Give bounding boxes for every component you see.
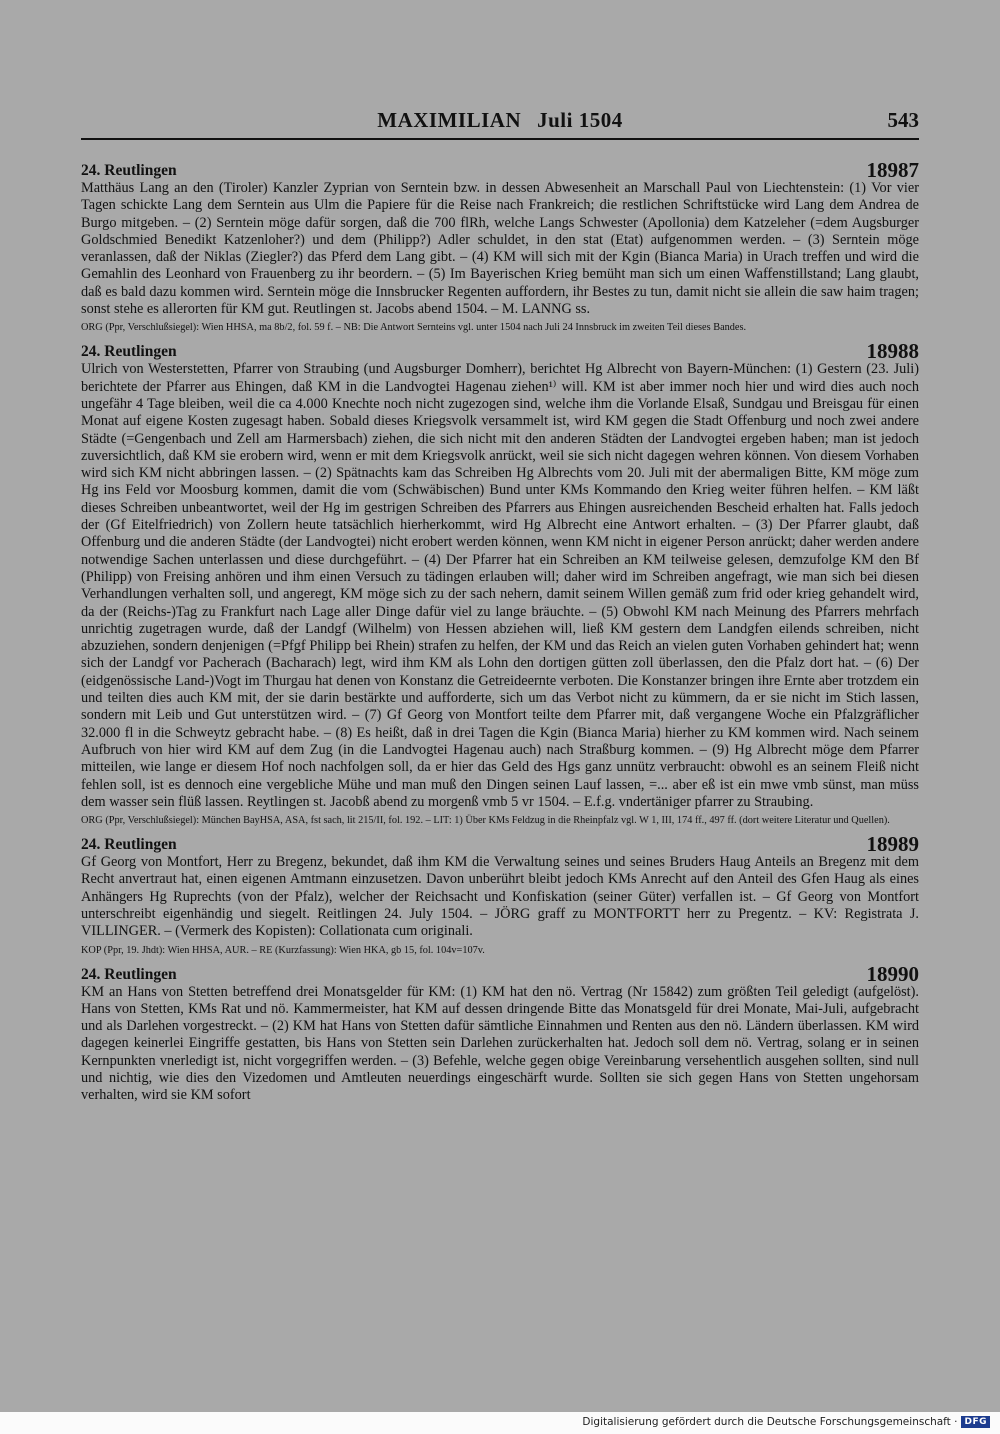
- entry-heading: [81, 158, 919, 182]
- entry-heading: [81, 339, 919, 364]
- running-head: [81, 108, 919, 133]
- entry-number: 18990: [866, 961, 919, 986]
- entry-body: Matthäus Lang an den (Tiroler) Kanzler Zyprian von Serntein bzw. in dessen Abwesenheit an Marschall Paul von Liechtenstein: (1) Vor vier Tagen schickte Lang dem Serntein aus Ulm die Papiere für die Reise nach Frankreich; die restlichen Schriftstücke wird Lang dem Andrea de Burgo mitgeben. – (2) Serntein möge dafür sorgen, daß die 700 flRh, welche Langs Schwester (Apollonia) dem Katzeleher (=dem Augsburger Goldschmied Benedikt Katzenloher?) und dem (Philipp?) Adler schuldet, in den stat (Etat) aufgenommen werden. – (3) Serntein möge veranlassen, daß der Niklas (Ziegler?) das Pferd dem Lang gibt. – (4) KM will sich mit der Kgin (Bianca Maria) in Urach treffen und wird die Gemahlin des Leonhard von Frauenberg zu ihr beordern. – (5) Im Bayerischen Krieg bemüht man sich um einen Waffenstillstand; Lang glaubt, daß es bald dazu kommen wird. Serntein möge die Innsbrucker Regenten auffordern, ihr Bestes zu tun, damit nicht sie allein die saw haim tragen; sonst stehe es allerorten für KM gut. Reutlingen st. Jacobs abend 1504. – M. LANNG ss.: [81, 180, 919, 318]
- running-head-title: MAXIMILIAN: [377, 108, 522, 132]
- entry-date-place: 24. Reutlingen: [81, 965, 177, 983]
- regest-entry: [81, 339, 919, 827]
- entry-heading: [81, 832, 919, 857]
- regest-entry: [81, 158, 919, 334]
- entry-source-note: KOP (Ppr, 19. Jhdt): Wien HHSA, AUR. – RE (Kurzfassung): Wien HKA, gb 15, fol. 104v=107v.: [81, 944, 485, 956]
- regest-entry: [81, 961, 919, 1105]
- regesta-list: [81, 158, 919, 1113]
- entry-date-place: 24. Reutlingen: [81, 343, 177, 361]
- page-header: [81, 108, 919, 140]
- running-head-month: Juli 1504: [537, 108, 623, 132]
- entry-number: 18987: [866, 158, 919, 182]
- entry-source-note: ORG (Ppr, Verschlußsiegel): Wien HHSA, ma 8b/2, fol. 59 f. – NB: Die Antwort Sernteins vgl. unter 1504 nach Juli 24 Innsbruck im zweiten Teil dieses Bandes.: [81, 322, 747, 334]
- entry-source-note: ORG (Ppr, Verschlußsiegel): München BayHSA, ASA, fst sach, lit 215/II, fol. 192. – LIT: 1) Über KMs Feldzug in die Rheinpfalz vgl. W 1, III, 174 ff., 497 ff. (dort weitere Literatur und Quellen).: [81, 815, 890, 827]
- regest-entry: [81, 832, 919, 956]
- entry-body: KM an Hans von Stetten betreffend drei Monatsgelder für KM: (1) KM hat den nö. Vertrag (Nr 15842) zum größten Teil geledigt (aufgelöst). Hans von Stetten, KMs Rat und nö. Kammermeister, hat KM auf dessen dringende Bitte das Monatsgeld für drei Monate, Mai-Juli, aufgebracht und als Darlehen vorgestreckt. – (2) KM hat Hans von Stetten dafür sämtliche Einnahmen und Renten aus den nö. Ländern überlassen. KM wird dagegen keinerlei Eingriffe gestatten, bis Hans von Stetten sein Darlehen zurückerhalten hat. Jedoch soll dem nö. Vertrag, solang er in seinen Kernpunkten vnerledigt ist, nicht vorgegriffen werden. – (3) Befehle, welche gegen obige Vereinbarung versehentlich ausgehen sollten, sind null und nichtig, wie dies den Vizedomen und Amtleuten neuerdings eingeschärft wurde. Sollten sie sich gegen Hans von Stetten ungehorsam verhalten, wird sie KM sofort: [81, 983, 919, 1104]
- entry-date-place: 24. Reutlingen: [81, 162, 177, 179]
- dfg-logo: DFG: [961, 1416, 990, 1428]
- page-number: 543: [887, 108, 919, 132]
- entry-heading: [81, 961, 919, 986]
- entry-number: 18989: [866, 832, 919, 857]
- entry-date-place: 24. Reutlingen: [81, 836, 177, 854]
- entry-body: Ulrich von Westerstetten, Pfarrer von Straubing (und Augsburger Domherr), berichtet Hg Albrecht von Bayern-München: (1) Gestern (23. Juli) berichtete der Pfarrer aus Ehingen, daß KM in die Landvogtei Hagenau ziehen¹⁾ will. KM ist aber immer noch hier und wird dies auch noch ungefähr 4 Tage bleiben, weil die ca 4.000 Knechte noch nicht zugezogen sind, welche ihm die Vorlande Elsaß, Sundgau und Breisgau für einen Monat auf eigene Kosten zugesagt haben. Sobald dieses Kriegsvolk versammelt ist, wird KM gegen die Stadt Offenburg und noch zwei andere Städte (=Gengenbach und Zell am Harmersbach) ziehen, die sich nicht mit den anderen Städten der Landvogtei ergeben haben; man ist jedoch zuversichtlich, daß KM sie erobern wird, wenn er mit dem Kriegsvolk anrückt, weil sie sich nicht dagegen wehren können. Von diesem Vorhaben wird sich KM nicht abbringen lassen. – (2) Spätnachts kam das Schreiben Hg Albrechts vom 20. Juli mit der abermaligen Bitte, KM möge zum Hg ins Feld vor Moosburg kommen, damit die vom (Schwäbischen) Bund unter KMs Kommando den Krieg weiter führen helfen. – KM läßt dieses Schreiben unbeantwortet, weil der Hg im gestrigen Schreiben des Pfarrers aus Ehingen ausreichenden Bescheid erhalten hat. Falls jedoch der (Gf Eitelfriedrich) von Zollern heute tatsächlich hierherkommt, wird Hg Albrecht eine Antwort erhalten. – (3) Der Pfarrer glaubt, daß Offenburg und die anderen Städte (der Landvogtei) nicht erobert werden können, wenn KM nicht in eigener Person anrückt; daher werden andere notwendige Sachen unterlassen und diese durchgeführt. – (4) Der Pfarrer hat ein Schreiben an KM teilweise gelesen, demzufolge KM den Bf (Philipp) von Freising anhören und ihm einen Versuch zu tädingen erlauben will; daher wird im Schreiben angefragt, wie man sich bei diesen Verhandlungen verhalten soll, und angeregt, KM möge sich zu der sach nehern, damit seinem Willen gemäß zum frid oder krieg gehandelt wird, da der (Reichs-)Tag zu Frankfurt nach Lage aller Dinge dafür viel zu lange bräuchte. – (5) Obwohl KM nach Meinung des Pfarrers mehrfach unrichtig zugetragen wurde, daß der Landgf (Wilhelm) von Hessen abziehen will, ließ KM gestern dem Landgfen eilends schreiben, nicht abzuziehen, sondern denjenigen (=Pfgf Philipp bei Rhein) strafen zu helfen, der KM und das Reich an vielen guten Vorhaben gehindert hat; wenn sich der Landgf vor Pacherach (Bacharach) legt, wird ihm KM als Lohn den dortigen gütten zoll überlassen, den die Pfalz dort hat. – (6) Der (eidgenössische Land-)Vogt im Thurgau hat denen von Konstanz die Getreideernte verboten. Die Konstanzer bringen ihre Ernte aber trotzdem ein und teilten dies auch KM mit, der sie darin bestärkte und aufforderte, sich um das Verbot nicht zu kümmern, da er sie nicht im Stich lassen, sondern mit Leib und Gut unterstützen wird. – (7) Gf Georg von Montfort teilte dem Pfarrer mit, daß vergangene Woche ein Pfalzgräflicher 32.000 fl in die Schweytz gebracht habe. – (8) Es heißt, daß in drei Tagen die Kgin (Bianca Maria) hierher zu KM kommen wird. Nach seinem Aufbruch von hier wird KM auf dem Zug (in die Landvogtei Hagenau auch) nach Straßburg kommen. – (9) Hg Albrecht möge dem Pfarrer mitteilen, wie lange er diesem Hof noch nachfolgen soll, da er hier das Geld des Hgs ganz unnütz verbraucht: obwohl es an seinem Fleiß nicht fehlen soll, ist es dennoch eine vergebliche Mühe und man muß den Dingen seinen Lauf lassen, =... aber eß ist ein mwe vmb sünst, man müss dem wasser sein flüß lassen. Reytlingen st. Jacobß abend zu morgenß vmb 5 vr 1504. – E.f.g. vndertäniger pfarrer zu Straubing.: [81, 361, 919, 810]
- credit-text: Digitalisierung gefördert durch die Deutsche Forschungsgemeinschaft ·: [582, 1416, 958, 1428]
- entry-body: Gf Georg von Montfort, Herr zu Bregenz, bekundet, daß ihm KM die Verwaltung seines und seines Bruders Haug Anteils an Bregenz mit dem Recht anvertraut hat, einen eigenen Amtmann einzusetzen. Davon unberührt bleibt jedoch KMs Anrecht auf den Anteil des Gfen Haug als eines Anhängers Hg Ruprechts (von der Pfalz), welcher der Reichsacht und Konfiskation (seiner Güter) verfallen ist. – Gf Georg von Montfort unterschreibt eigenhändig und siegelt. Reitlingen 24. July 1504. – JÖRG graff zu MONTFORTT herr zu Pregentz. – KV: Registrata J. VILLINGER. – (Vermerk des Kopisten): Collationata cum originali.: [81, 854, 919, 940]
- digitization-credit: [582, 1415, 990, 1429]
- entry-number: 18988: [866, 339, 919, 364]
